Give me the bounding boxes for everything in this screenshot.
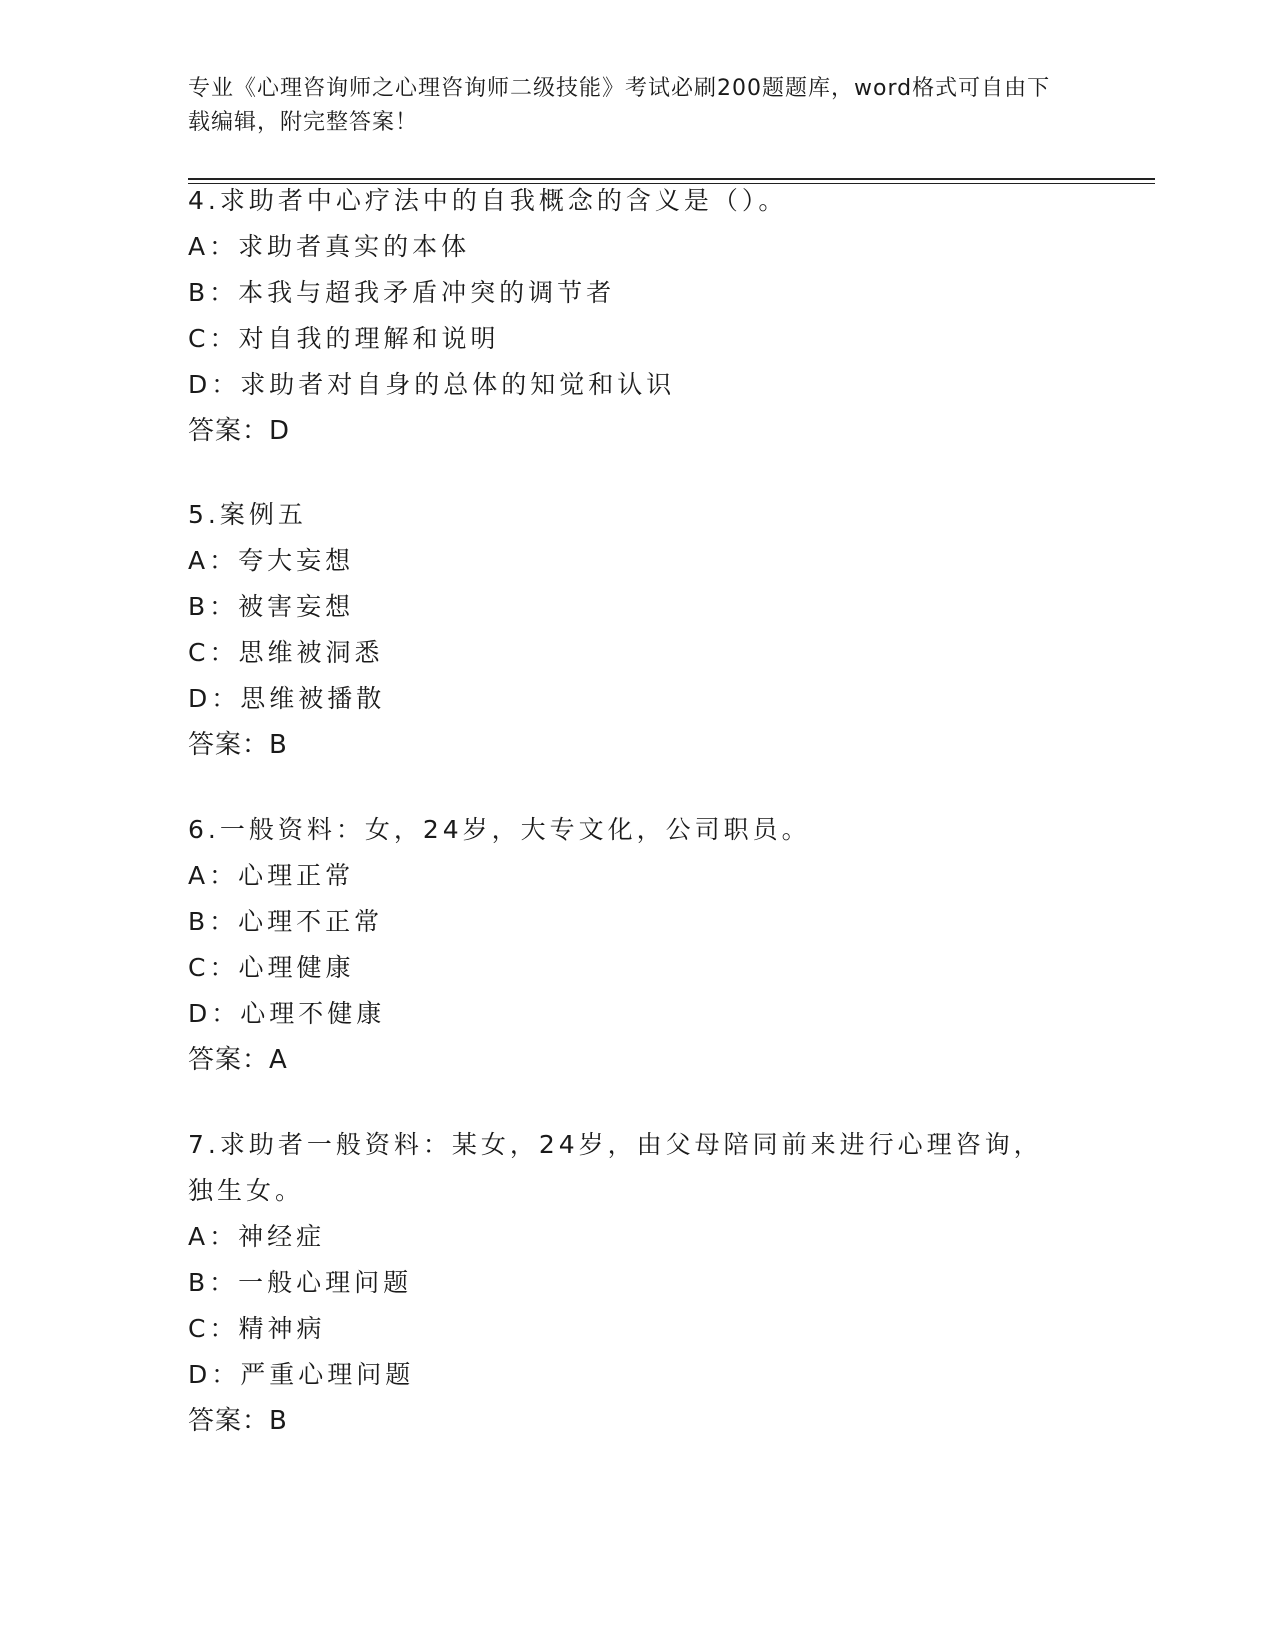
answer-line: 答案：B [188, 730, 288, 760]
option-b: B：一般心理问题 [188, 1268, 413, 1297]
option-b: B：被害妄想 [188, 592, 355, 621]
option-a: A：心理正常 [188, 861, 355, 890]
question-7 [188, 1122, 1048, 1444]
question-stem: 6.一般资料：女，24岁，大专文化，公司职员。 [188, 815, 811, 844]
option-c: C：对自我的理解和说明 [188, 324, 500, 353]
option-d: D：求助者对自身的总体的知觉和认识 [188, 370, 676, 399]
option-b: B：本我与超我矛盾冲突的调节者 [188, 278, 616, 307]
answer-line: 答案：B [188, 1406, 288, 1436]
option-c: C：思维被洞悉 [188, 638, 384, 667]
option-d: D：心理不健康 [188, 999, 386, 1028]
answer-line: 答案：A [188, 1045, 288, 1075]
option-d: D：思维被播散 [188, 684, 386, 713]
question-5 [188, 492, 1088, 768]
option-a: A：夸大妄想 [188, 546, 355, 575]
question-stem: 7.求助者一般资料：某女，24岁，由父母陪同前来进行心理咨询，独生女。 [188, 1130, 1043, 1205]
option-b: B：心理不正常 [188, 907, 384, 936]
option-a: A：求助者真实的本体 [188, 232, 471, 261]
option-c: C：精神病 [188, 1314, 326, 1343]
option-c: C：心理健康 [188, 953, 355, 982]
answer-line: 答案：D [188, 416, 291, 446]
question-6 [188, 807, 1088, 1083]
document-header: 专业《心理咨询师之心理咨询师二级技能》考试必刷200题题库，word格式可自由下载编辑，附完整答案！ [188, 76, 1051, 135]
question-stem: 4.求助者中心疗法中的自我概念的含义是（）。 [188, 186, 788, 215]
question-stem: 5.案例五 [188, 500, 307, 529]
question-4 [188, 178, 1088, 454]
option-a: A：神经症 [188, 1222, 326, 1251]
option-d: D：严重心理问题 [188, 1360, 415, 1389]
